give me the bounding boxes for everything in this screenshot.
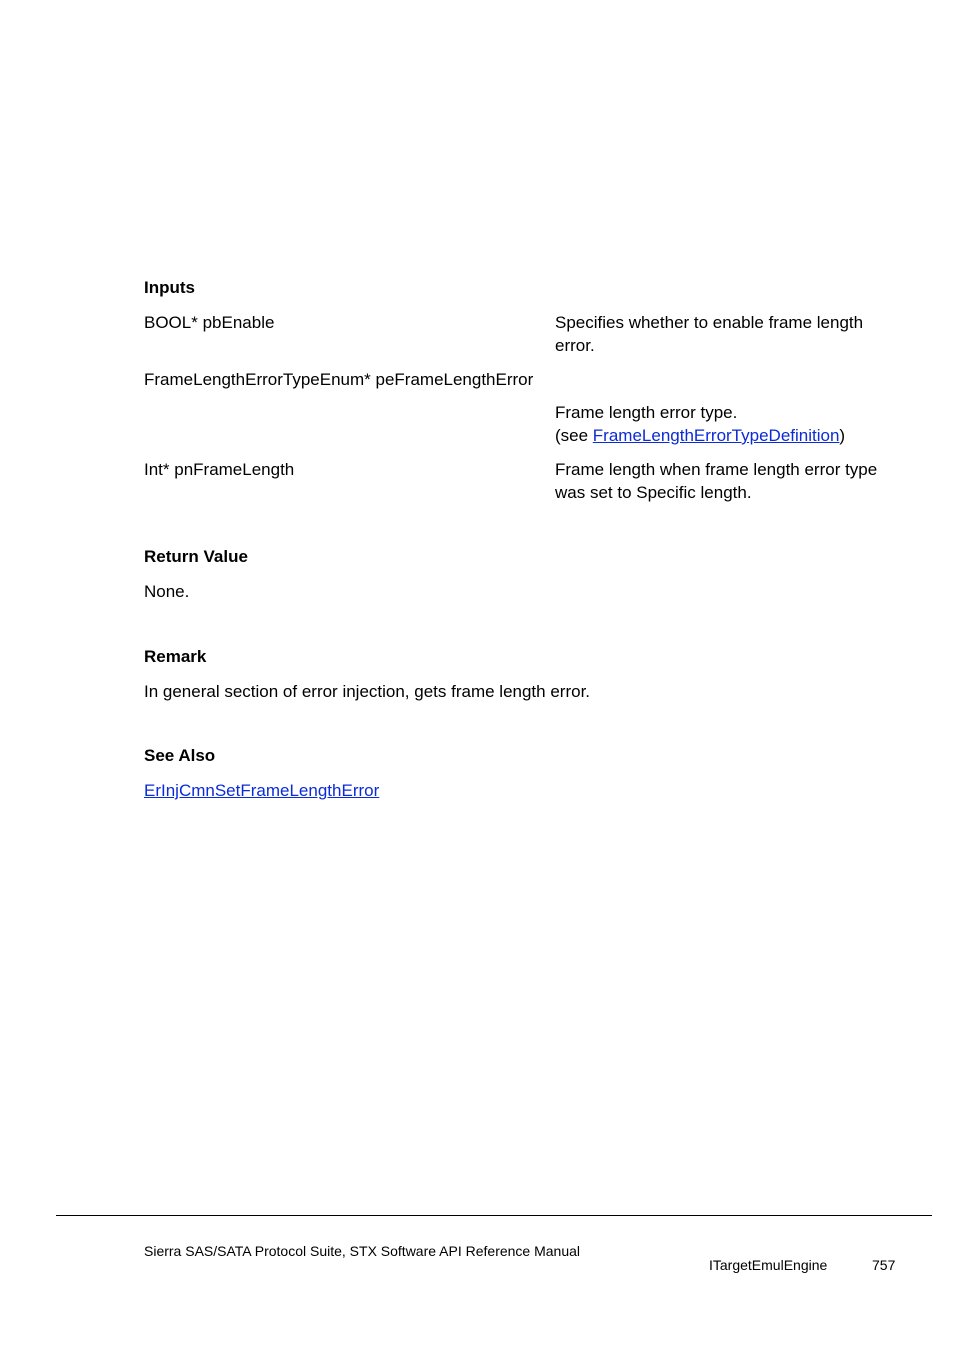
param-name-pnframelength: Int* pnFrameLength [144,460,295,479]
return-value-heading: Return Value [144,547,248,566]
footer-page-number: 757 [872,1257,896,1273]
see-prefix: (see [555,426,593,445]
see-also-entry [144,779,379,802]
param-desc-pnframelength [555,458,877,504]
remark-text: In general section of error injection, gets frame length error. [144,682,591,701]
remark-heading: Remark [144,647,207,666]
frame-length-error-type-definition-link[interactable]: FrameLengthErrorTypeDefinition [592,426,840,445]
footer-section-name: ITargetEmulEngine [709,1257,828,1273]
param-desc-line: error. [555,336,595,355]
param-desc-peframelengtherror [555,401,845,447]
erinjcmnsetframelengtherror-link[interactable]: ErInjCmnSetFrameLengthError [144,781,380,800]
return-value-text: None. [144,582,190,601]
param-desc-line: Specifies whether to enable frame length [555,313,864,332]
see-also-heading: See Also [144,746,216,765]
param-name-pbenable: BOOL* pbEnable [144,313,275,332]
param-see-line [555,424,845,447]
footer-divider [56,1215,932,1216]
param-name-peframelengtherror: FrameLengthErrorTypeEnum* peFrameLengthError [144,370,534,389]
footer-manual-title: Sierra SAS/SATA Protocol Suite, STX Software API Reference Manual [144,1243,581,1259]
param-desc-line: Frame length error type. [555,403,738,422]
inputs-heading: Inputs [144,278,195,297]
param-desc-line: Frame length when frame length error type [555,460,878,479]
param-desc-line: was set to Specific length. [555,483,752,502]
param-desc-pbenable [555,311,863,357]
see-suffix: ) [839,426,846,445]
